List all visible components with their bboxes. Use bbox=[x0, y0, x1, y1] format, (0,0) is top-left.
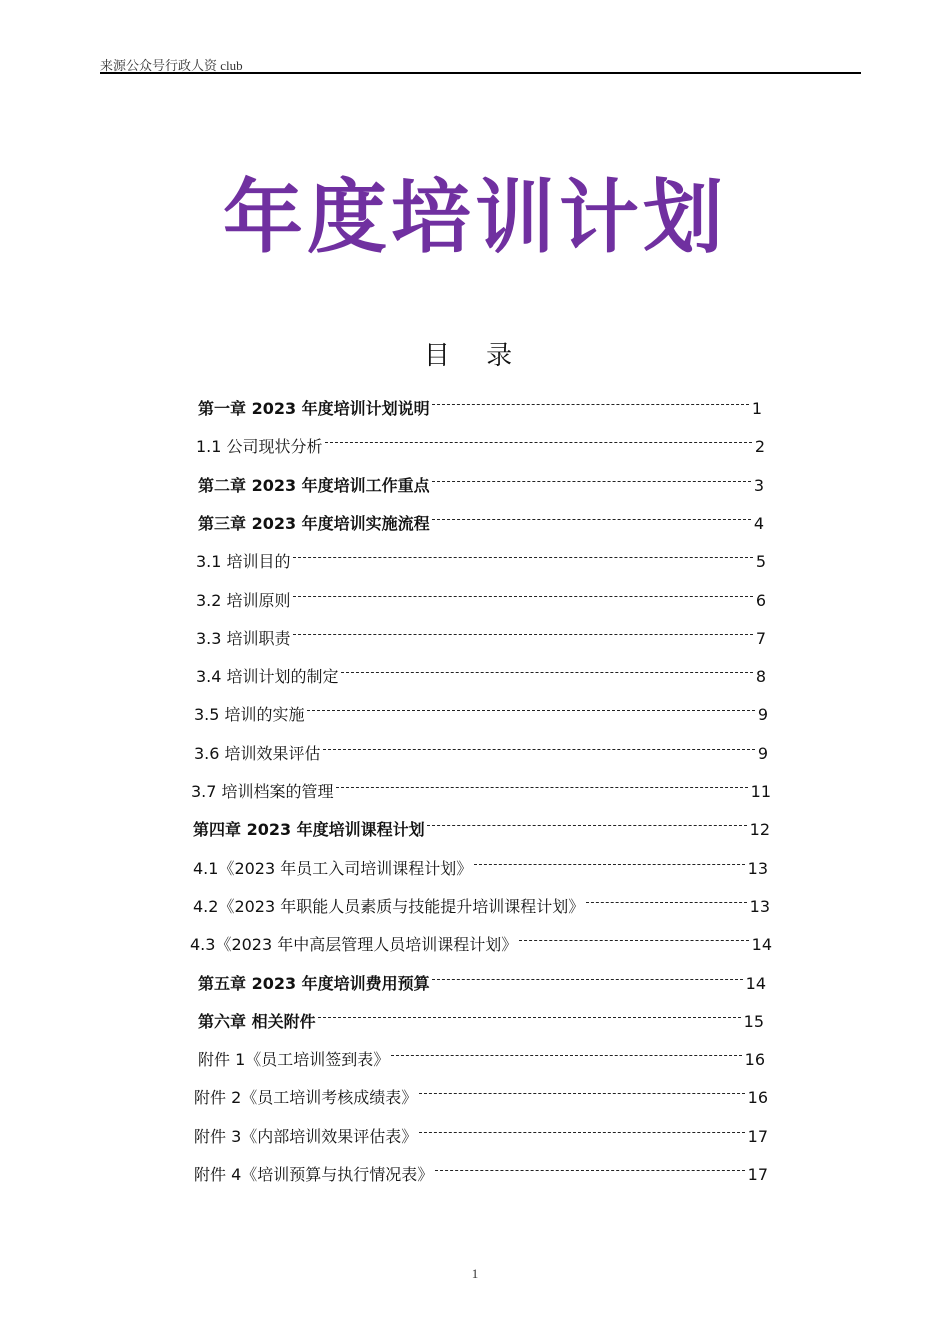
toc-leader-line bbox=[336, 775, 748, 797]
toc-leader-line bbox=[474, 852, 744, 874]
toc-entry-page: 16 bbox=[747, 1088, 768, 1107]
toc-entry-label: 附件 2《员工培训考核成绩表》 bbox=[194, 1088, 418, 1107]
toc-entry[interactable] bbox=[194, 1158, 768, 1186]
toc-entry[interactable] bbox=[196, 430, 765, 458]
toc-heading: 目 录 bbox=[423, 341, 527, 371]
toc-entry-label: 附件 1《员工培训签到表》 bbox=[198, 1050, 390, 1069]
toc-leader-line bbox=[586, 890, 746, 912]
toc-entry-page: 4 bbox=[753, 514, 764, 533]
toc-entry-label: 第二章 2023 年度培训工作重点 bbox=[198, 476, 430, 495]
toc-leader-line bbox=[432, 967, 743, 989]
toc-entry-label: 第三章 2023 年度培训实施流程 bbox=[198, 514, 430, 533]
toc-entry-page: 13 bbox=[749, 897, 770, 916]
toc-leader-line bbox=[432, 507, 751, 529]
toc-entry-page: 9 bbox=[757, 705, 768, 724]
toc-entry[interactable] bbox=[198, 1005, 764, 1033]
toc-entry-page: 1 bbox=[751, 399, 762, 418]
toc-entry-page: 13 bbox=[747, 859, 768, 878]
toc-entry-label: 3.1 培训目的 bbox=[196, 552, 291, 571]
page-number: 1 bbox=[471, 1266, 479, 1281]
toc-entry-label: 第四章 2023 年度培训课程计划 bbox=[193, 820, 425, 839]
toc-entry-page: 17 bbox=[747, 1127, 768, 1146]
toc-leader-line bbox=[427, 813, 747, 835]
toc-entry-label: 3.3 培训职责 bbox=[196, 629, 291, 648]
toc-leader-line bbox=[519, 928, 748, 950]
toc-entry-page: 16 bbox=[744, 1050, 765, 1069]
toc-entry[interactable] bbox=[198, 507, 764, 535]
toc-entry[interactable] bbox=[198, 1043, 765, 1071]
toc-entry-label: 附件 4《培训预算与执行情况表》 bbox=[194, 1165, 434, 1184]
toc-leader-line bbox=[341, 660, 753, 682]
toc-entry-label: 3.2 培训原则 bbox=[196, 591, 291, 610]
toc-entry-page: 2 bbox=[754, 437, 765, 456]
toc-entry-page: 7 bbox=[755, 629, 766, 648]
toc-leader-line bbox=[318, 1005, 741, 1027]
toc-entry-page: 3 bbox=[753, 476, 764, 495]
toc-entry[interactable] bbox=[193, 813, 770, 841]
toc-entry-label: 3.6 培训效果评估 bbox=[194, 744, 321, 763]
toc-entry-page: 8 bbox=[755, 667, 766, 686]
toc-entry[interactable] bbox=[193, 890, 770, 918]
toc-entry-page: 6 bbox=[755, 591, 766, 610]
toc-entry[interactable] bbox=[198, 967, 766, 995]
toc-entry-label: 第五章 2023 年度培训费用预算 bbox=[198, 974, 430, 993]
toc-entry[interactable] bbox=[196, 660, 766, 688]
toc-entry[interactable] bbox=[194, 698, 768, 726]
toc-entry[interactable] bbox=[196, 584, 766, 612]
toc-entry-page: 14 bbox=[745, 974, 766, 993]
toc-entry[interactable] bbox=[198, 469, 764, 497]
toc-leader-line bbox=[419, 1081, 744, 1103]
toc-entry-page: 5 bbox=[755, 552, 766, 571]
toc-entry[interactable] bbox=[196, 545, 766, 573]
toc-entry-page: 9 bbox=[757, 744, 768, 763]
toc-entry-label: 4.3《2023 年中高层管理人员培训课程计划》 bbox=[190, 935, 518, 954]
toc-leader-line bbox=[432, 392, 749, 414]
toc-leader-line bbox=[293, 622, 753, 644]
toc-leader-line bbox=[293, 584, 753, 606]
header-source-note: 来源公众号行政人资 club bbox=[100, 58, 243, 73]
toc-entry-page: 15 bbox=[743, 1012, 764, 1031]
toc-leader-line bbox=[325, 430, 752, 452]
toc-leader-line bbox=[307, 698, 755, 720]
toc-leader-line bbox=[293, 545, 753, 567]
toc-entry-page: 17 bbox=[747, 1165, 768, 1184]
toc-entry-label: 3.5 培训的实施 bbox=[194, 705, 305, 724]
toc-leader-line bbox=[419, 1120, 744, 1142]
toc-leader-line bbox=[323, 737, 755, 759]
toc-entry-label: 第一章 2023 年度培训计划说明 bbox=[198, 399, 430, 418]
toc-entry[interactable] bbox=[193, 852, 768, 880]
toc-entry-page: 11 bbox=[750, 782, 771, 801]
toc-entry[interactable] bbox=[196, 622, 766, 650]
toc-entry-label: 1.1 公司现状分析 bbox=[196, 437, 323, 456]
toc-entry-label: 附件 3《内部培训效果评估表》 bbox=[194, 1127, 418, 1146]
toc-entry[interactable] bbox=[194, 737, 768, 765]
document-title: 年度培训计划 bbox=[223, 171, 727, 264]
toc-leader-line bbox=[432, 469, 751, 491]
header-divider bbox=[100, 72, 861, 74]
toc-entry[interactable] bbox=[198, 392, 762, 420]
toc-leader-line bbox=[391, 1043, 741, 1065]
toc-entry-label: 3.4 培训计划的制定 bbox=[196, 667, 339, 686]
toc-entry-label: 4.1《2023 年员工入司培训课程计划》 bbox=[193, 859, 473, 878]
toc-entry-page: 14 bbox=[751, 935, 772, 954]
toc-entry[interactable] bbox=[194, 1120, 768, 1148]
toc-entry[interactable] bbox=[191, 775, 771, 803]
toc-entry-label: 4.2《2023 年职能人员素质与技能提升培训课程计划》 bbox=[193, 897, 585, 916]
toc-leader-line bbox=[435, 1158, 744, 1180]
toc-entry-label: 3.7 培训档案的管理 bbox=[191, 782, 334, 801]
toc-entry-page: 12 bbox=[749, 820, 770, 839]
toc-entry[interactable] bbox=[190, 928, 772, 956]
toc-entry[interactable] bbox=[194, 1081, 768, 1109]
toc-entry-label: 第六章 相关附件 bbox=[198, 1012, 316, 1031]
